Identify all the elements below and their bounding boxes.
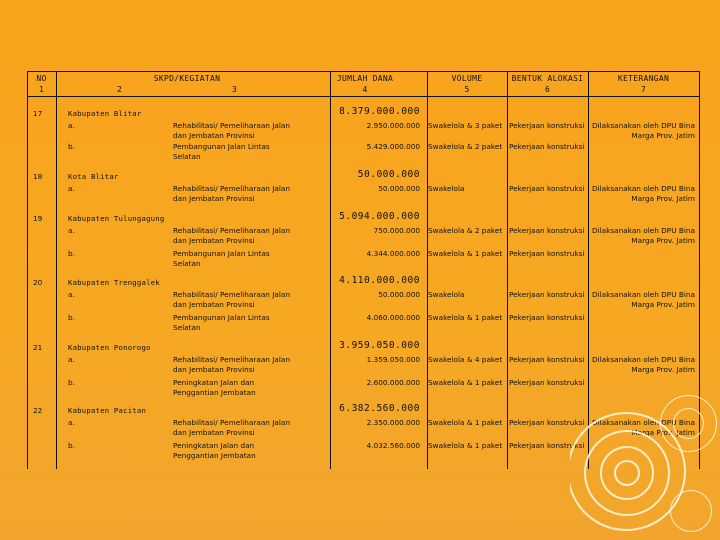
item-letter: a. bbox=[68, 226, 75, 235]
bentuk-alokasi: Pekerjaan konstruksi bbox=[509, 355, 585, 364]
header-no-index: 1 bbox=[38, 85, 45, 94]
decorative-circles bbox=[570, 390, 720, 540]
volume: Swakelola & 4 paket bbox=[428, 355, 503, 364]
bentuk-alokasi: Pekerjaan konstruksi bbox=[509, 226, 585, 235]
region-name: Kabupaten Pacitan bbox=[68, 406, 147, 415]
keterangan: Dilaksanakan oleh DPU Bina Marga Prov. Jatim bbox=[592, 184, 695, 203]
row-number: 20 bbox=[33, 278, 43, 287]
header-bentuk: BENTUK ALOKASI bbox=[511, 74, 584, 83]
item-letter: a. bbox=[68, 418, 75, 427]
header-col3-index: 3 bbox=[231, 85, 238, 94]
activity-name: Rehabilitasi/ Pemeliharaan Jalan dan Jembatan Provinsi bbox=[173, 355, 290, 374]
item-letter: b. bbox=[68, 313, 75, 322]
region-total: 3.959.050.000 bbox=[339, 340, 420, 351]
activity-name: Peningkatan Jalan dan Penggantian Jembatan bbox=[173, 378, 256, 397]
region-name: Kabupaten Blitar bbox=[68, 109, 142, 118]
decor-circle bbox=[614, 460, 640, 486]
region-name: Kota Blitar bbox=[68, 172, 119, 181]
region-total: 8.379.000.000 bbox=[339, 106, 420, 117]
activity-name: Pembangunan Jalan Lintas Selatan bbox=[173, 313, 270, 332]
row-number: 22 bbox=[33, 406, 43, 415]
col-divider bbox=[27, 71, 28, 469]
region-total: 6.382.560.000 bbox=[339, 403, 420, 414]
activity-name: Rehabilitasi/ Pemeliharaan Jalan dan Jembatan Provinsi bbox=[173, 121, 290, 140]
region-name: Kabupaten Trenggalek bbox=[68, 278, 160, 287]
item-letter: b. bbox=[68, 441, 75, 450]
header-bottom-rule bbox=[27, 96, 700, 97]
activity-name: Rehabilitasi/ Pemeliharaan Jalan dan Jembatan Provinsi bbox=[173, 226, 290, 245]
header-no: NO bbox=[36, 74, 47, 83]
volume: Swakelola bbox=[428, 184, 465, 193]
header-col2-index: 2 bbox=[116, 85, 123, 94]
bentuk-alokasi: Pekerjaan konstruksi bbox=[509, 121, 585, 130]
row-number: 19 bbox=[33, 214, 43, 223]
header-jumlah: JUMLAH DANA bbox=[336, 74, 394, 83]
amount: 4.032.560.000 bbox=[366, 441, 420, 450]
item-letter: b. bbox=[68, 142, 75, 151]
activity-name: Peningkatan Jalan dan Penggantian Jembatan bbox=[173, 441, 256, 460]
row-number: 21 bbox=[33, 343, 43, 352]
activity-name: Pembangunan Jalan Lintas Selatan bbox=[173, 142, 270, 161]
decor-circle bbox=[670, 490, 712, 532]
bentuk-alokasi: Pekerjaan konstruksi bbox=[509, 378, 585, 387]
region-name: Kabupaten Tulungagung bbox=[68, 214, 165, 223]
bentuk-alokasi: Pekerjaan konstruksi bbox=[509, 418, 585, 427]
volume: Swakelola & 1 paket bbox=[428, 378, 503, 387]
activity-name: Pembangunan Jalan Lintas Selatan bbox=[173, 249, 270, 268]
bentuk-alokasi: Pekerjaan konstruksi bbox=[509, 290, 585, 299]
amount: 4.060.000.000 bbox=[366, 313, 420, 322]
volume: Swakelola & 1 paket bbox=[428, 418, 503, 427]
region-name: Kabupaten Ponorogo bbox=[68, 343, 151, 352]
bentuk-alokasi: Pekerjaan konstruksi bbox=[509, 142, 585, 151]
amount: 2.950.000.000 bbox=[366, 121, 420, 130]
item-letter: b. bbox=[68, 378, 75, 387]
amount: 750.000.000 bbox=[373, 226, 420, 235]
row-number: 18 bbox=[33, 172, 43, 181]
col-divider bbox=[507, 71, 508, 469]
activity-name: Rehabilitasi/ Pemeliharaan Jalan dan Jembatan Provinsi bbox=[173, 418, 290, 437]
amount: 4.344.000.000 bbox=[366, 249, 420, 258]
item-letter: a. bbox=[68, 121, 75, 130]
amount: 50.000.000 bbox=[378, 290, 420, 299]
region-total: 4.110.000.000 bbox=[339, 275, 420, 286]
volume: Swakelola & 3 paket bbox=[428, 121, 503, 130]
bentuk-alokasi: Pekerjaan konstruksi bbox=[509, 441, 585, 450]
header-skpd: SKPD/KEGIATAN bbox=[153, 74, 221, 83]
region-total: 50.000.000 bbox=[357, 169, 420, 180]
header-jumlah-index: 4 bbox=[362, 85, 368, 94]
header-keterangan: KETERANGAN bbox=[617, 74, 670, 83]
keterangan: Dilaksanakan oleh DPU Bina Marga Prov. Jatim bbox=[592, 355, 695, 374]
item-letter: b. bbox=[68, 249, 75, 258]
header-keterangan-index: 7 bbox=[640, 85, 647, 94]
activity-name: Rehabilitasi/ Pemeliharaan Jalan dan Jembatan Provinsi bbox=[173, 184, 290, 203]
volume: Swakelola & 1 paket bbox=[428, 249, 503, 258]
header-volume-index: 5 bbox=[464, 85, 470, 94]
activity-name: Rehabilitasi/ Pemeliharaan Jalan dan Jembatan Provinsi bbox=[173, 290, 290, 309]
amount: 5.429.000.000 bbox=[366, 142, 420, 151]
keterangan: Dilaksanakan oleh DPU Bina Marga Prov. Jatim bbox=[592, 121, 695, 140]
item-letter: a. bbox=[68, 290, 75, 299]
item-letter: a. bbox=[68, 184, 75, 193]
volume: Swakelola & 2 paket bbox=[428, 142, 503, 151]
volume: Swakelola & 2 paket bbox=[428, 226, 503, 235]
header-bentuk-index: 6 bbox=[544, 85, 551, 94]
keterangan: Dilaksanakan oleh DPU Bina Marga Prov. Jatim bbox=[592, 226, 695, 245]
amount: 1.359.050.000 bbox=[366, 355, 420, 364]
bentuk-alokasi: Pekerjaan konstruksi bbox=[509, 184, 585, 193]
amount: 2.350.000.000 bbox=[366, 418, 420, 427]
volume: Swakelola & 1 paket bbox=[428, 313, 503, 322]
row-number: 17 bbox=[33, 109, 43, 118]
bentuk-alokasi: Pekerjaan konstruksi bbox=[509, 313, 585, 322]
header-top-rule bbox=[27, 71, 700, 72]
col-divider bbox=[56, 71, 57, 469]
volume: Swakelola bbox=[428, 290, 465, 299]
volume: Swakelola & 1 paket bbox=[428, 441, 503, 450]
keterangan: Dilaksanakan oleh DPU Bina Marga Prov. Jatim bbox=[592, 290, 695, 309]
amount: 2.600.000.000 bbox=[366, 378, 420, 387]
bentuk-alokasi: Pekerjaan konstruksi bbox=[509, 249, 585, 258]
header-volume: VOLUME bbox=[451, 74, 483, 83]
keterangan: Dilaksanakan oleh DPU Bina Marga Prov. Jatim bbox=[592, 418, 695, 437]
decor-circle bbox=[673, 408, 704, 439]
region-total: 5.094.000.000 bbox=[339, 211, 420, 222]
amount: 50.000.000 bbox=[378, 184, 420, 193]
item-letter: a. bbox=[68, 355, 75, 364]
